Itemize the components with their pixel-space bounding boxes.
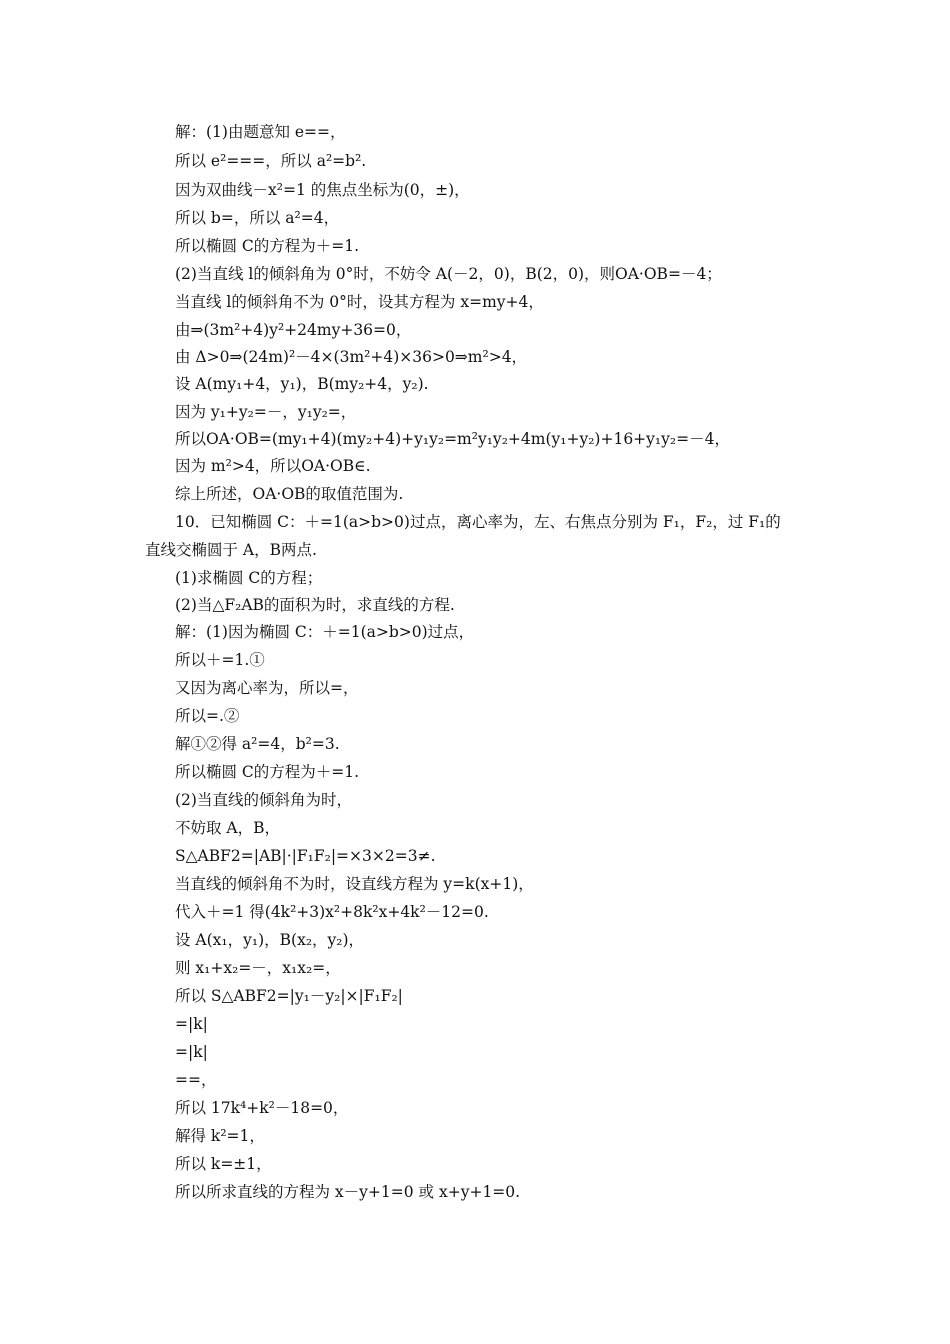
text-line: 当直线的倾斜角不为时，设直线方程为 y=k(x+1)， — [175, 875, 534, 893]
text-line: 所以 b=，所以 a²=4， — [175, 209, 340, 227]
text-line: 又因为离心率为，所以=， — [175, 679, 359, 697]
text-line: 设 A(my₁+4，y₁)，B(my₂+4，y₂). — [175, 375, 429, 393]
text-line: 设 A(x₁，y₁)，B(x₂，y₂)， — [175, 931, 365, 949]
text-line: 所以椭圆 C的方程为＋=1. — [175, 237, 360, 255]
text-line: 解：(1)由题意知 e==， — [175, 123, 346, 141]
text-line: 解：(1)因为椭圆 C：＋=1(a>b>0)过点， — [175, 623, 475, 641]
text-line: 所以=.② — [175, 707, 240, 725]
text-line: 所以所求直线的方程为 x－y+1=0 或 x+y+1=0. — [175, 1183, 521, 1201]
problem-10-heading: 10．已知椭圆 C：＋=1(a>b>0)过点，离心率为，左、右焦点分别为 F₁，F₂，过 F₁的 — [175, 513, 781, 531]
text-line: (1)求椭圆 C的方程； — [175, 569, 323, 587]
text-line: 不妨取 A，B， — [175, 819, 281, 837]
text-line: 当直线 l的倾斜角不为 0°时，设其方程为 x=my+4， — [175, 293, 544, 311]
text-line: 因为 y₁+y₂=－，y₁y₂=， — [175, 403, 357, 421]
text-line: 由⇒(3m²+4)y²+24my+36=0， — [175, 321, 412, 339]
text-line: 所以 e²===，所以 a²=b². — [175, 152, 367, 170]
text-line: (2)当直线的倾斜角为时， — [175, 791, 352, 809]
text-line: 所以椭圆 C的方程为＋=1. — [175, 763, 360, 781]
text-line: (2)当直线 l的倾斜角为 0°时，不妨令 A(－2，0)，B(2，0)，则OA·OB=－4； — [175, 265, 722, 283]
text-line: 所以OA·OB=(my₁+4)(my₂+4)+y₁y₂=m²y₁y₂+4m(y₁+y₂)+16+y₁y₂=－4， — [175, 430, 730, 448]
text-line: 解①②得 a²=4，b²=3. — [175, 735, 340, 753]
text-line: ==， — [175, 1071, 217, 1089]
text-line: 则 x₁+x₂=－，x₁x₂=， — [175, 959, 341, 977]
text-line: 由 Δ>0⇒(24m)²－4×(3m²+4)×36>0⇒m²>4， — [175, 348, 528, 366]
text-line: 因为双曲线－x²=1 的焦点坐标为(0，±)， — [175, 181, 470, 199]
text-line: 代入＋=1 得(4k²+3)x²+8k²x+4k²－12=0. — [175, 903, 489, 921]
text-line: =|k| — [175, 1015, 208, 1033]
text-line: 所以 S△ABF2=|y₁－y₂|×|F₁F₂| — [175, 987, 403, 1005]
text-line: 所以＋=1.① — [175, 651, 265, 669]
text-line: (2)当△F₂AB的面积为时，求直线的方程. — [175, 596, 455, 614]
text-line: 解得 k²=1， — [175, 1127, 265, 1145]
text-line: S△ABF2=|AB|·|F₁F₂|=×3×2=3≠. — [175, 847, 436, 865]
text-line: 直线交椭圆于 A，B两点. — [145, 541, 317, 559]
text-line: =|k| — [175, 1043, 208, 1061]
text-line: 所以 17k⁴+k²－18=0， — [175, 1099, 349, 1117]
text-line: 所以 k=±1， — [175, 1155, 272, 1173]
text-line: 因为 m²>4，所以OA·OB∈. — [175, 457, 371, 475]
text-line: 综上所述，OA·OB的取值范围为. — [175, 485, 404, 503]
